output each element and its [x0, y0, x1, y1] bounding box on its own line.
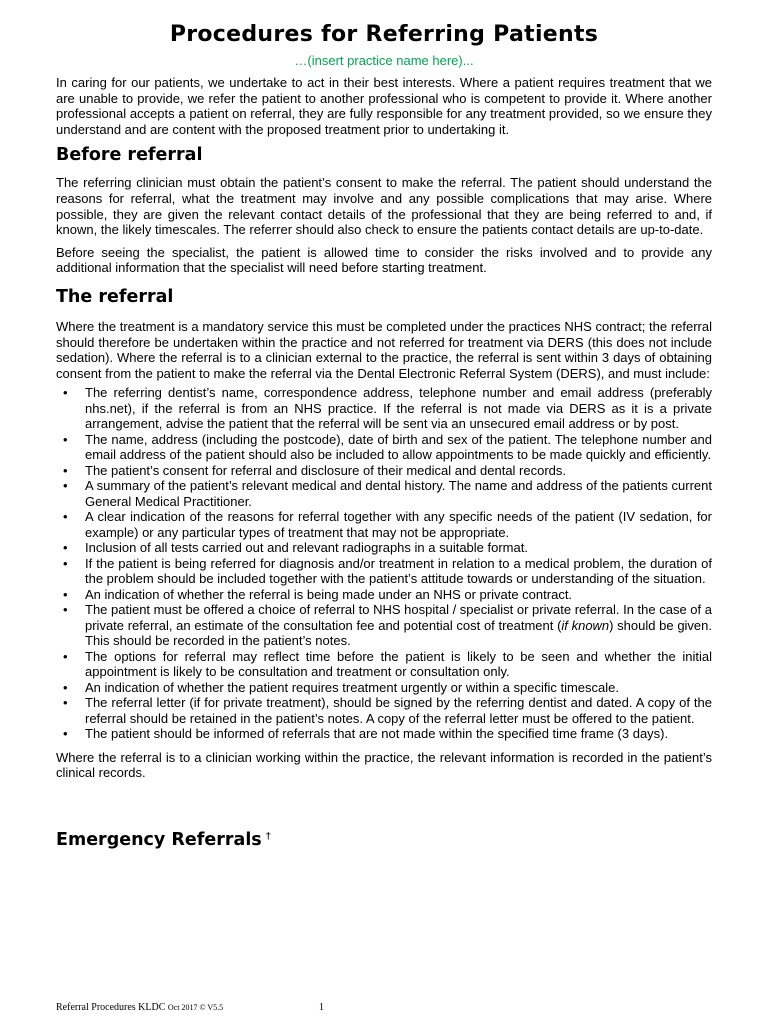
before-referral-paragraph-1: The referring clinician must obtain the patient’s consent to make the referral. The patient should understand the reasons for referral, what the treatment may involve and any possible complications that may arise. Where possible, they are given the relevant contact details of the professional that they are being referred to and, if known, the likely timescales. The referrer should also check to ensure the patients contact details are up-to-date. — [56, 175, 712, 238]
list-item-emphasis: if known — [561, 617, 610, 633]
the-referral-heading: The referral — [56, 286, 174, 307]
emergency-referrals-heading — [56, 826, 712, 851]
bullet-icon: • — [63, 586, 68, 602]
bullet-icon: • — [63, 385, 68, 401]
list-item-text: A clear indication of the reasons for referral together with any specific needs of the patient (IV sedation, for example) or any particular types of treatment that may not be appropriate. — [85, 509, 712, 540]
list-item — [56, 680, 712, 696]
list-item — [56, 385, 712, 432]
list-item-text: The patient should be informed of referrals that are not made within the specified time frame (3 days). — [85, 726, 669, 742]
within-practice-paragraph: Where the referral is to a clinician working within the practice, the relevant information is recorded in the patient’s clinical records. — [56, 749, 712, 781]
bullet-icon: • — [63, 695, 68, 711]
bullet-icon: • — [63, 555, 68, 571]
before-referral-heading: Before referral — [56, 145, 203, 166]
list-item-text: A summary of the patient’s relevant medical and dental history. The name and address of the patients current General Medical Practitioner. — [85, 478, 712, 509]
the-referral-paragraph: Where the treatment is a mandatory service this must be completed under the practices NHS contract; the referral should therefore be undertaken within the practice and not referred for treatment via DERS (this does not include sedation). Where the referral is to a clinician external to the practice, the referral is sent within 3 days of obtaining consent from the patient to make the referral via the Dental Electronic Referral System (DERS), and must include: — [56, 318, 712, 381]
bullet-icon: • — [63, 679, 68, 695]
emergency-referrals-heading-text: Emergency Referrals — [56, 830, 262, 850]
list-item — [56, 463, 712, 479]
footer-version: Oct 2017 © V5.5 — [167, 1003, 224, 1012]
list-item — [56, 540, 712, 556]
list-item-text: If the patient is being referred for diagnosis and/or treatment in relation to a medical problem, the duration of the problem should be included together with the patient’s attitude towards or understanding of the situation. — [85, 555, 712, 587]
list-item-text: The referring dentist’s name, correspondence address, telephone number and email address (preferably nhs.net), if the referral is from an NHS practice. If the referral is not made via DERS as it is a private arrangement, advise the patient that the referral will be sent via an unsecured email address or by post. — [85, 385, 712, 432]
page-number: 1 — [319, 1002, 324, 1013]
page-title: Procedures for Referring Patients — [169, 22, 599, 47]
dagger-marker: † — [265, 831, 271, 842]
list-item — [56, 509, 712, 540]
list-item-text: The name, address (including the postcode), date of birth and sex of the patient. The telephone number and email address of the patient should also be included to allow appointments to be made quickly and efficiently. — [85, 431, 712, 463]
bullet-icon: • — [63, 540, 68, 556]
list-item — [56, 432, 712, 463]
bullet-icon: • — [63, 726, 68, 742]
list-item-text: The referral letter (if for private treatment), should be signed by the referring dentist and dated. A copy of the referral should be retained in the patient’s notes. A copy of the referral letter must be offered to the patient. — [85, 695, 712, 726]
bullet-icon: • — [63, 648, 68, 664]
list-item-text: An indication of whether the patient requires treatment urgently or within a specific timescale. — [85, 679, 619, 695]
before-referral-paragraph-2: Before seeing the specialist, the patient is allowed time to consider the risks involved and to provide any additional information that the specialist will need before starting treatment. — [56, 244, 712, 276]
page-footer — [56, 1001, 456, 1015]
bullet-icon: • — [63, 431, 68, 447]
list-item-text-part: The patient must be offered a choice of referral to NHS hospital / specialist or private referral. In the case of a private referral, an estimate of the consultation fee and potential cost of treatment ( — [85, 602, 712, 633]
list-item-text-part: ) should be given. This should be recorded in the patient’s notes. — [85, 617, 713, 649]
list-item — [56, 478, 712, 509]
bullet-icon: • — [63, 509, 68, 525]
bullet-icon: • — [63, 478, 68, 494]
list-item — [56, 695, 712, 726]
list-item — [56, 726, 712, 742]
list-item-text: The options for referral may reflect time before the patient is likely to be seen and whether the initial appointment is likely to be consultation and treatment or consultation only. — [85, 648, 712, 680]
list-item-text: The patient’s consent for referral and disclosure of their medical and dental records. — [85, 462, 567, 478]
list-item — [56, 602, 712, 649]
list-item-text — [85, 602, 712, 648]
practice-name-placeholder: …(insert practice name here)... — [294, 53, 474, 68]
referral-requirements-list — [56, 385, 712, 742]
document-body — [56, 20, 712, 851]
list-item-text: An indication of whether the referral is being made under an NHS or private contract. — [85, 586, 573, 602]
footer-document-reference: Referral Procedures KLDC — [56, 1002, 168, 1013]
list-item-text: Inclusion of all tests carried out and relevant radiographs in a suitable format. — [85, 540, 528, 556]
list-item — [56, 556, 712, 587]
list-item — [56, 587, 712, 603]
bullet-icon: • — [63, 602, 68, 618]
bullet-icon: • — [63, 462, 68, 478]
list-item — [56, 649, 712, 680]
intro-paragraph: In caring for our patients, we undertake to act in their best interests. Where a patient requires treatment that we are unable to provide, we refer the patient to another professional who is competent to provide it. Where another professional accepts a patient on referral, they are fully responsible for any treatment provided, so we ensure they understand and are content with the proposed treatment prior to undertaking it. — [56, 75, 712, 137]
